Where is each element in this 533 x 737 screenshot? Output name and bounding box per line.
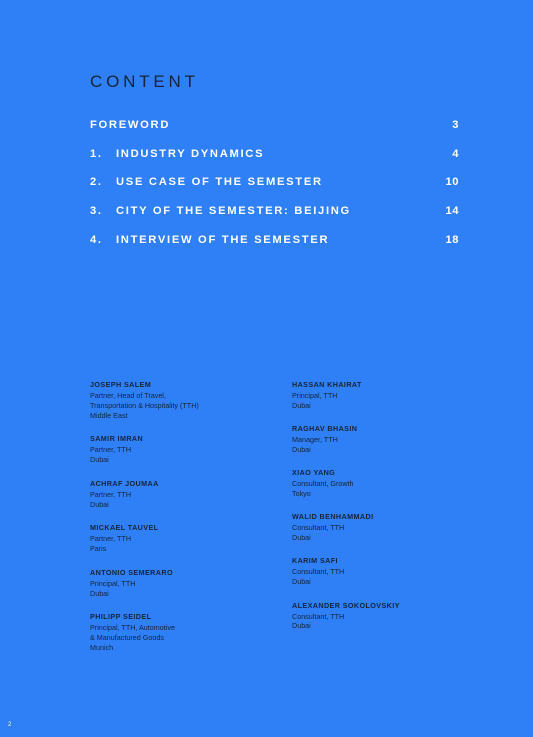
contributor-name: XIAO YANG — [292, 468, 336, 478]
contributor-detail: Partner, TTH — [90, 445, 132, 455]
toc-entry-page: 14 — [445, 205, 459, 218]
contributor-detail: Consultant, TTH — [292, 567, 345, 577]
toc-entry-number: 4. — [90, 233, 103, 246]
contributor — [90, 479, 280, 510]
contributor-name: ANTONIO SEMERARO — [90, 567, 173, 577]
contributor-detail: Dubai — [292, 533, 311, 543]
toc-entry — [90, 197, 459, 226]
contributor-detail: Munich — [90, 643, 114, 653]
contributor-detail: Paris — [90, 544, 107, 554]
contributor-name: JOSEPH SALEM — [90, 380, 152, 389]
toc-entry-page: 10 — [445, 176, 459, 189]
page-number: 2 — [8, 722, 12, 728]
contributor-detail: Principal, TTH — [292, 391, 338, 400]
contributor-detail: & Manufactured Goods — [90, 633, 164, 643]
contributor-detail: Tokyo — [292, 489, 311, 499]
toc-entry — [90, 140, 459, 169]
contributor-name: MICKAEL TAUVEL — [90, 523, 159, 533]
contributor — [90, 523, 280, 554]
contributor — [292, 512, 482, 543]
contributor — [292, 468, 482, 499]
contributor — [90, 380, 280, 421]
toc-entry-label-group — [90, 176, 323, 188]
contributor-detail: Consultant, TTH — [292, 523, 345, 533]
page-title: CONTENT — [90, 72, 199, 91]
contributor — [90, 434, 280, 465]
contributor-detail: Partner, TTH — [90, 534, 132, 544]
contributor — [292, 380, 482, 411]
contributor-detail: Consultant, Growth — [292, 479, 354, 489]
contributor-name: ALEXANDER SOKOLOVSKIY — [292, 600, 400, 610]
contributor — [90, 568, 280, 599]
toc-entry-label: CITY OF THE SEMESTER: BEIJING — [116, 205, 351, 218]
contributor — [292, 424, 482, 455]
contributor-detail: Dubai — [292, 445, 311, 455]
toc-entry-label-group — [90, 234, 329, 246]
contributor-name: ACHRAF JOUMAA — [90, 478, 159, 488]
contributor-detail: Dubai — [292, 621, 311, 631]
toc-entry-label-group — [90, 119, 170, 131]
contributor-detail: Dubai — [90, 455, 109, 465]
contributor-detail: Transportation & Hospitality (TTH) — [90, 400, 199, 410]
contributor — [292, 556, 482, 587]
toc-entry-label: INDUSTRY DYNAMICS — [116, 147, 265, 160]
toc-entry-number: 3. — [90, 205, 103, 218]
contributor-name: PHILIPP SEIDEL — [90, 612, 152, 622]
toc-entry-number: 1. — [90, 147, 103, 160]
contributor-detail: Dubai — [90, 499, 109, 509]
contributor-detail: Consultant, TTH — [292, 611, 345, 621]
toc-entry-label: FOREWORD — [90, 119, 171, 132]
contributor-detail: Partner, Head of Travel, — [90, 391, 166, 400]
toc-entry-label-group — [90, 148, 264, 160]
toc-entry-number: 2. — [90, 176, 103, 189]
contributor-name: WALID BENHAMMADI — [292, 512, 374, 522]
table-of-contents — [90, 111, 459, 254]
toc-entry-label: USE CASE OF THE SEMESTER — [116, 176, 323, 189]
toc-entry — [90, 225, 459, 254]
contributor-detail: Dubai — [292, 400, 311, 410]
contributor — [90, 612, 280, 653]
toc-entry — [90, 168, 459, 197]
contributor-name: HASSAN KHAIRAT — [292, 380, 362, 389]
contributor-detail: Dubai — [292, 577, 311, 587]
contributor-name: RAGHAV BHASIN — [292, 424, 358, 434]
contributor-detail: Principal, TTH — [90, 578, 136, 588]
contributors-column-right — [292, 380, 482, 645]
contributor-name: KARIM SAFI — [292, 556, 338, 566]
contributor — [292, 601, 482, 632]
toc-entry — [90, 111, 459, 140]
toc-entry-page: 3 — [452, 119, 459, 132]
contributor-detail: Manager, TTH — [292, 435, 338, 445]
contributor-detail: Partner, TTH — [90, 489, 132, 499]
contributor-detail: Middle East — [90, 410, 128, 420]
toc-entry-label-group — [90, 205, 351, 217]
toc-entry-page: 18 — [445, 233, 459, 246]
contributors-column-left — [90, 380, 280, 667]
contributor-detail: Dubai — [90, 588, 109, 598]
toc-entry-page: 4 — [452, 147, 459, 160]
contributor-name: SAMIR IMRAN — [90, 434, 144, 444]
toc-entry-label: INTERVIEW OF THE SEMESTER — [116, 233, 330, 246]
contributor-detail: Principal, TTH, Automotive — [90, 623, 175, 633]
